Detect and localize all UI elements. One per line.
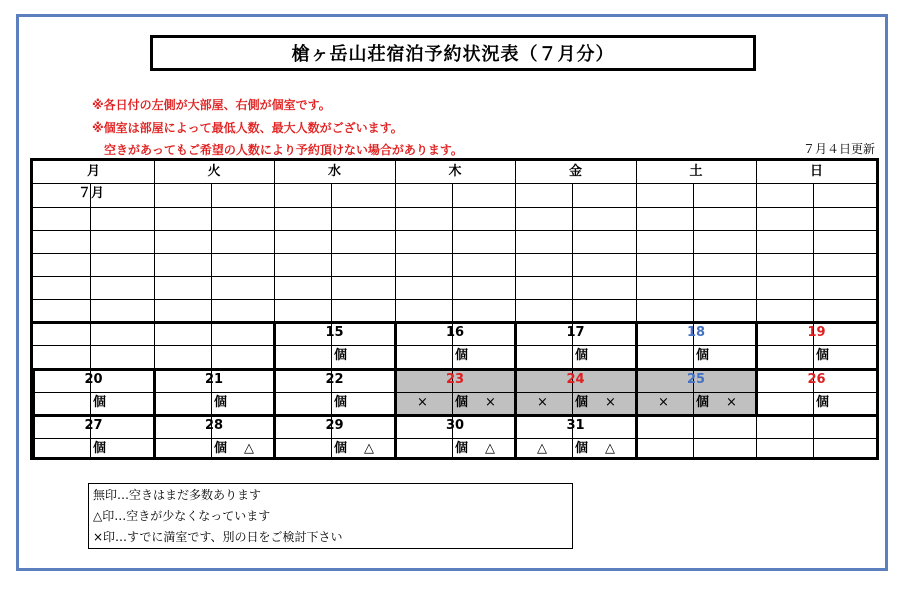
day-number: 23 — [445, 372, 465, 387]
private-room-label: 個 — [575, 441, 589, 456]
grid-row-line — [33, 299, 876, 300]
private-room-label: 個 — [816, 348, 830, 363]
day-number: 29 — [325, 418, 344, 433]
grid-row-line — [33, 414, 876, 417]
private-room-label: 個 — [455, 348, 469, 363]
grid-subcol-line — [572, 183, 573, 457]
private-room-label: 個 — [455, 395, 469, 410]
private-room-label: 個 — [334, 348, 348, 363]
grid-subcol-line — [813, 183, 814, 457]
note-private-room: ※個室は部屋によって最低人数、最大人数がございます。 — [92, 121, 403, 135]
day-number: 30 — [445, 418, 465, 433]
private-status-mark: × — [605, 395, 616, 410]
weekday-header: 水 — [327, 164, 341, 179]
grid-subcol-line — [452, 183, 453, 457]
weekday-header: 日 — [809, 164, 823, 179]
weekday-header: 金 — [568, 164, 582, 179]
dorm-status-mark: × — [417, 395, 428, 410]
day-number: 20 — [84, 372, 103, 387]
private-room-label: 個 — [93, 441, 107, 456]
private-room-label: 個 — [816, 395, 830, 410]
day-number: 16 — [445, 325, 465, 340]
note-availability: 空きがあってもご希望の人数により予約頂けない場合があります。 — [104, 143, 463, 157]
updated-date: ７月４日更新 — [802, 142, 875, 156]
private-room-label: 個 — [696, 395, 710, 410]
private-room-label: 個 — [455, 441, 469, 456]
day-number: 17 — [566, 325, 585, 340]
private-room-label: 個 — [334, 395, 348, 410]
private-room-label: 個 — [214, 441, 228, 456]
legend-box — [88, 483, 573, 549]
private-room-label: 個 — [93, 395, 107, 410]
weekday-header: 土 — [689, 164, 703, 179]
grid-subcol-line — [693, 183, 694, 457]
day-number: 28 — [204, 418, 224, 433]
day-number: 31 — [566, 418, 585, 433]
private-status-mark: × — [485, 395, 496, 410]
day-number: 15 — [325, 325, 344, 340]
day-number: 21 — [204, 372, 224, 387]
private-room-label: 個 — [696, 348, 710, 363]
grid-row-line — [33, 345, 876, 346]
grid-subcol-line — [211, 183, 212, 457]
grid-row-line — [33, 276, 876, 277]
grid-row-line — [33, 230, 876, 231]
weekday-header: 木 — [448, 164, 462, 179]
month-label: ７月 — [78, 186, 105, 201]
private-status-mark: △ — [364, 441, 374, 456]
day-number: 24 — [566, 372, 585, 387]
private-room-label: 個 — [575, 395, 589, 410]
private-status-mark: △ — [605, 441, 615, 456]
private-room-label: 個 — [214, 395, 228, 410]
legend-none: 無印…空きはまだ多数あります — [93, 488, 262, 502]
note-layout: ※各日付の左側が大部屋、右側が個室です。 — [92, 98, 331, 112]
day-number: 19 — [807, 325, 826, 340]
grid-row-line — [33, 207, 876, 208]
day-number: 25 — [686, 372, 706, 387]
grid-row-line — [33, 438, 876, 439]
day-number: 27 — [84, 418, 103, 433]
grid-row-line — [33, 368, 876, 371]
private-status-mark: × — [726, 395, 737, 410]
grid-subcol-line — [331, 183, 332, 457]
private-room-label: 個 — [575, 348, 589, 363]
weekday-header: 火 — [207, 164, 221, 179]
dorm-status-mark: × — [537, 395, 548, 410]
day-number: 22 — [325, 372, 344, 387]
dorm-status-mark: △ — [537, 441, 547, 456]
grid-row-line — [33, 321, 876, 324]
grid-row-line — [33, 392, 876, 393]
grid-row-line — [33, 253, 876, 254]
reservation-calendar — [30, 158, 879, 460]
dorm-status-mark: × — [658, 395, 669, 410]
weekday-header: 月 — [86, 164, 100, 179]
private-room-label: 個 — [334, 441, 348, 456]
grid-subcol-line — [90, 183, 91, 457]
private-status-mark: △ — [244, 441, 254, 456]
legend-cross: ×印…すでに満室です、別の日をご検討下さい — [93, 530, 343, 544]
legend-triangle: △印…空きが少なくなっています — [93, 509, 271, 523]
day-number: 18 — [686, 325, 706, 340]
day-number: 26 — [807, 372, 826, 387]
grid-row-line — [33, 183, 876, 184]
private-status-mark: △ — [485, 441, 495, 456]
page-title: 槍ヶ岳山荘宿泊予約状況表（７月分） — [150, 35, 756, 71]
